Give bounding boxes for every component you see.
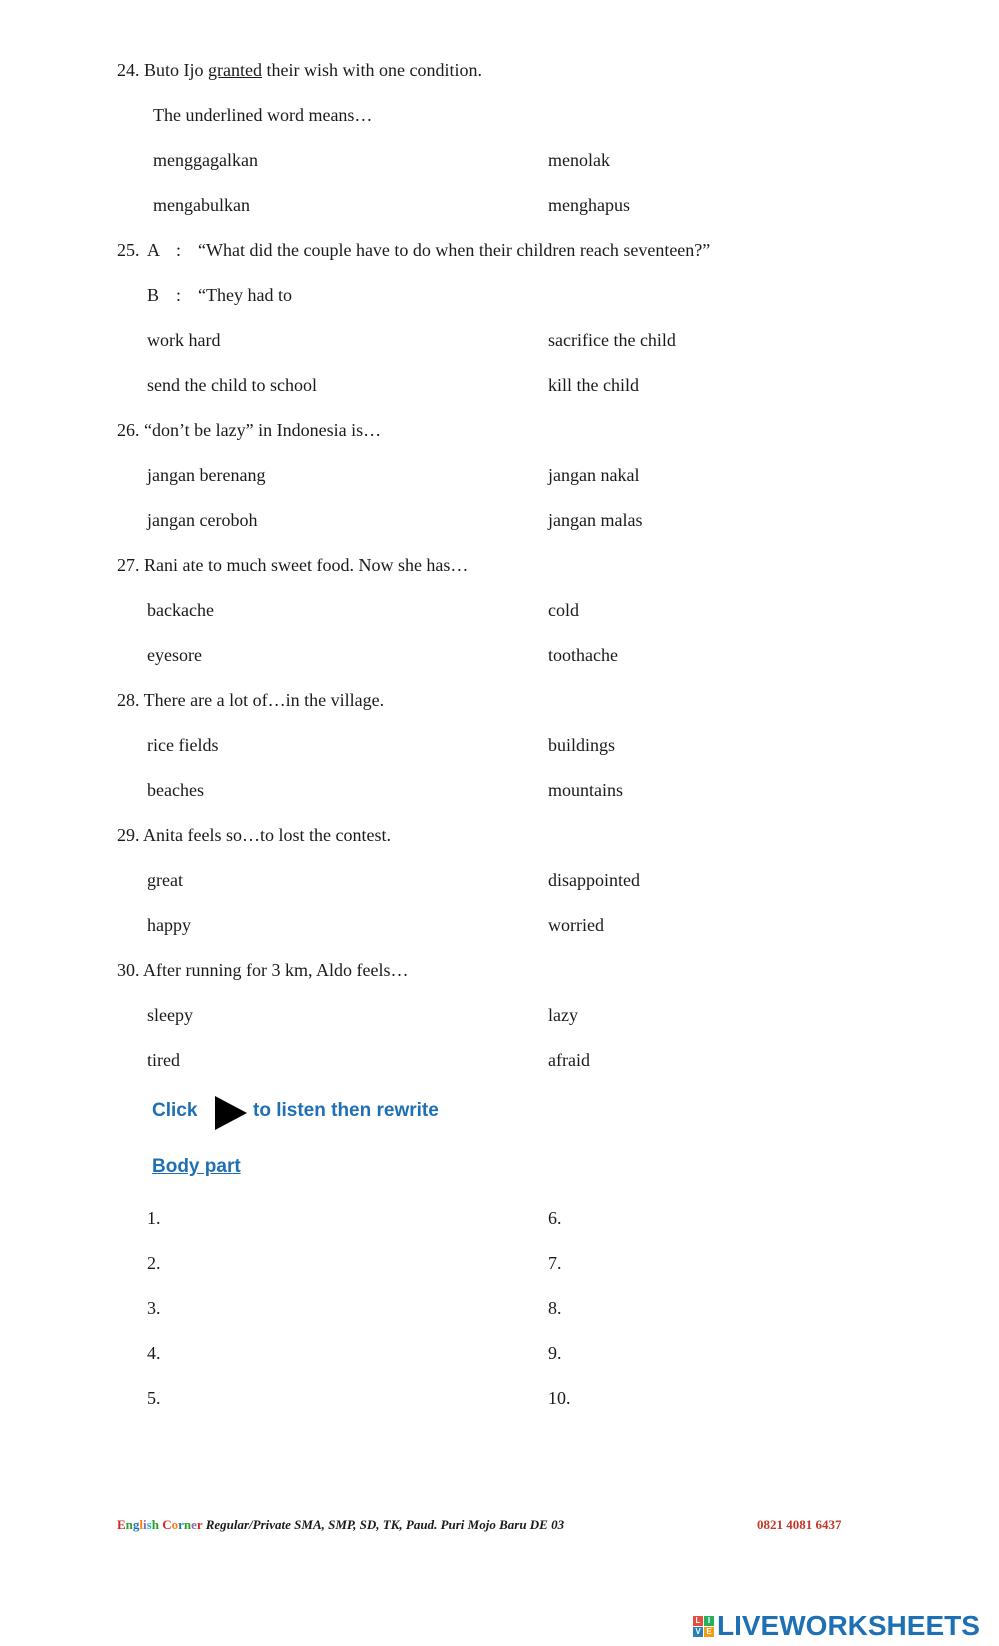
answer-number: 2. [147, 1253, 161, 1273]
question-30: 30. After running for 3 km, Aldo feels… [117, 960, 409, 980]
question-prompt: The underlined word means… [153, 105, 373, 125]
liveworksheets-logo [693, 1610, 980, 1642]
answer-number: 6. [548, 1208, 562, 1228]
speaker-b: B [147, 285, 160, 305]
question-27: 27. Rani ate to much sweet food. Now she has… [117, 555, 469, 575]
answer-number: 10. [548, 1388, 571, 1408]
play-icon[interactable] [215, 1096, 247, 1130]
underlined-word: granted [208, 60, 262, 80]
option-a[interactable]: backache [147, 600, 214, 620]
footer-phone: 0821 4081 6437 [757, 1517, 842, 1532]
option-c[interactable]: beaches [147, 780, 204, 800]
option-a[interactable]: sleepy [147, 1005, 193, 1025]
question-text: Buto Ijo [144, 60, 204, 80]
option-d[interactable]: menghapus [548, 195, 630, 215]
option-d[interactable]: toothache [548, 645, 618, 665]
option-c[interactable]: happy [147, 915, 191, 935]
question-29: 29. Anita feels so…to lost the contest. [117, 825, 391, 845]
answer-number: 9. [548, 1343, 562, 1363]
answer-number: 8. [548, 1298, 562, 1318]
footer [117, 1517, 564, 1533]
answer-number: 5. [147, 1388, 161, 1408]
option-a[interactable]: jangan berenang [147, 465, 266, 485]
question-26: 26. “don’t be lazy” in Indonesia is… [117, 420, 382, 440]
dialog-line-b: “They had to [198, 285, 292, 305]
option-c[interactable]: tired [147, 1050, 180, 1070]
option-b[interactable]: sacrifice the child [548, 330, 676, 350]
option-d[interactable]: worried [548, 915, 604, 935]
question-text: their wish with one condition. [266, 60, 482, 80]
option-d[interactable]: kill the child [548, 375, 639, 395]
answer-number: 3. [147, 1298, 161, 1318]
option-c[interactable]: send the child to school [147, 375, 317, 395]
footer-tagline: Regular/Private SMA, SMP, SD, TK, Paud. Puri Mojo Baru DE 03 [205, 1517, 565, 1532]
listen-click-label: Click [152, 1100, 198, 1121]
option-a[interactable]: menggagalkan [153, 150, 258, 170]
option-c[interactable]: jangan ceroboh [147, 510, 258, 530]
answer-number: 1. [147, 1208, 161, 1228]
option-d[interactable]: afraid [548, 1050, 590, 1070]
logo-block: L [693, 1616, 703, 1626]
logo-block: I [704, 1616, 714, 1626]
answer-number: 4. [147, 1343, 161, 1363]
logo-text: LIVEWORKSHEETS [717, 1610, 980, 1641]
question-number: 25. [117, 240, 140, 260]
option-c[interactable]: mengabulkan [153, 195, 250, 215]
dialog-line-a: “What did the couple have to do when their children reach seventeen?” [198, 240, 711, 260]
option-a[interactable]: work hard [147, 330, 221, 350]
dialog-colon: : [176, 285, 182, 305]
option-a[interactable]: rice fields [147, 735, 219, 755]
dialog-colon: : [176, 240, 182, 260]
logo-block: V [693, 1627, 703, 1637]
section-title-body-part[interactable]: Body part [152, 1156, 241, 1177]
option-b[interactable]: cold [548, 600, 579, 620]
option-b[interactable]: menolak [548, 150, 610, 170]
option-b[interactable]: jangan nakal [548, 465, 640, 485]
logo-block: E [704, 1627, 714, 1637]
option-a[interactable]: great [147, 870, 183, 890]
option-d[interactable]: jangan malas [548, 510, 643, 530]
question-number: 24. [117, 60, 140, 80]
question-28: 28. There are a lot of…in the village. [117, 690, 385, 710]
option-c[interactable]: eyesore [147, 645, 202, 665]
option-b[interactable]: lazy [548, 1005, 578, 1025]
question-24 [117, 60, 482, 80]
brand-name: English Corner [117, 1517, 203, 1532]
option-d[interactable]: mountains [548, 780, 623, 800]
answer-number: 7. [548, 1253, 562, 1273]
logo-blocks-icon [693, 1616, 714, 1637]
speaker-a: A [147, 240, 160, 260]
option-b[interactable]: disappointed [548, 870, 640, 890]
listen-instruction: to listen then rewrite [253, 1100, 439, 1121]
option-b[interactable]: buildings [548, 735, 616, 755]
